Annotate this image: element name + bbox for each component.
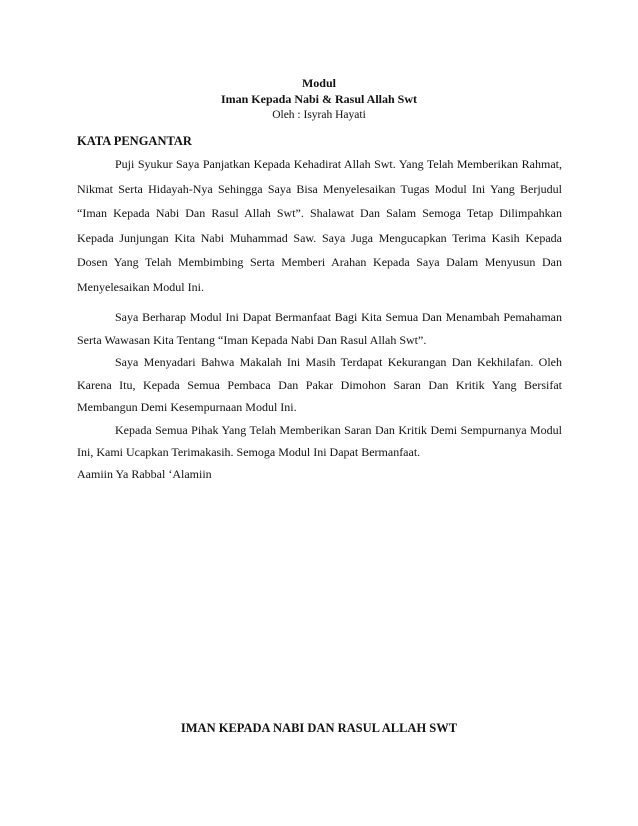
document-subtitle: Iman Kepada Nabi & Rasul Allah Swt: [220, 92, 418, 106]
section-heading: KATA PENGANTAR: [77, 134, 192, 148]
document-header: [0, 75, 638, 123]
paragraph-acknowledgement: Saya Menyadari Bahwa Makalah Ini Masih Terdapat Kekurangan Dan Kekhilafan. Oleh Karena Itu, Kepada Semua Pembaca Dan Pakar Dimohon Saran Dan Kritik Yang Bersifat Membangun Demi Kesempurnaan Modul Ini.: [77, 355, 562, 414]
paragraph-thanks: Kepada Semua Pihak Yang Telah Memberikan Saran Dan Kritik Demi Sempurnanya Modul Ini, Kami Ucapkan Terimakasih. Semoga Modul Ini Dapat Bermanfaat.: [77, 422, 562, 459]
document-author: Oleh : Isyrah Hayati: [272, 109, 366, 121]
paragraph-intro: Puji Syukur Saya Panjatkan Kepada Kehadirat Allah Swt. Yang Telah Memberikan Rahmat, Nikmat Serta Hidayah-Nya Sehingga Saya Bisa Menyelesaikan Tugas Modul Ini Yang Berjudul “Iman Kepada Nabi Dan Rasul Allah Swt”. Shalawat Dan Salam Semoga Tetap Dilimpahkan Kepada Junjungan Kita Nabi Muhammad Saw. Saya Juga Mengucapkan Terima Kasih Kepada Dosen Yang Telah Membimbing Serta Memberi Arahan Kepada Saya Dalam Menyusun Dan Menyelesaikan Modul Ini.: [77, 157, 562, 294]
document-title: Modul: [301, 76, 336, 90]
paragraph-gap: [77, 299, 562, 306]
chapter-heading: IMAN KEPADA NABI DAN RASUL ALLAH SWT: [180, 721, 458, 735]
foreword-section: [77, 131, 562, 484]
closing-line: Aamiin Ya Rabbal ‘Alamiin: [77, 466, 212, 481]
paragraph-hope: Saya Berharap Modul Ini Dapat Bermanfaat Bagi Kita Semua Dan Menambah Pemahaman Serta Wawasan Kita Tentang “Iman Kepada Nabi Dan Rasul Allah Swt”.: [77, 310, 562, 347]
